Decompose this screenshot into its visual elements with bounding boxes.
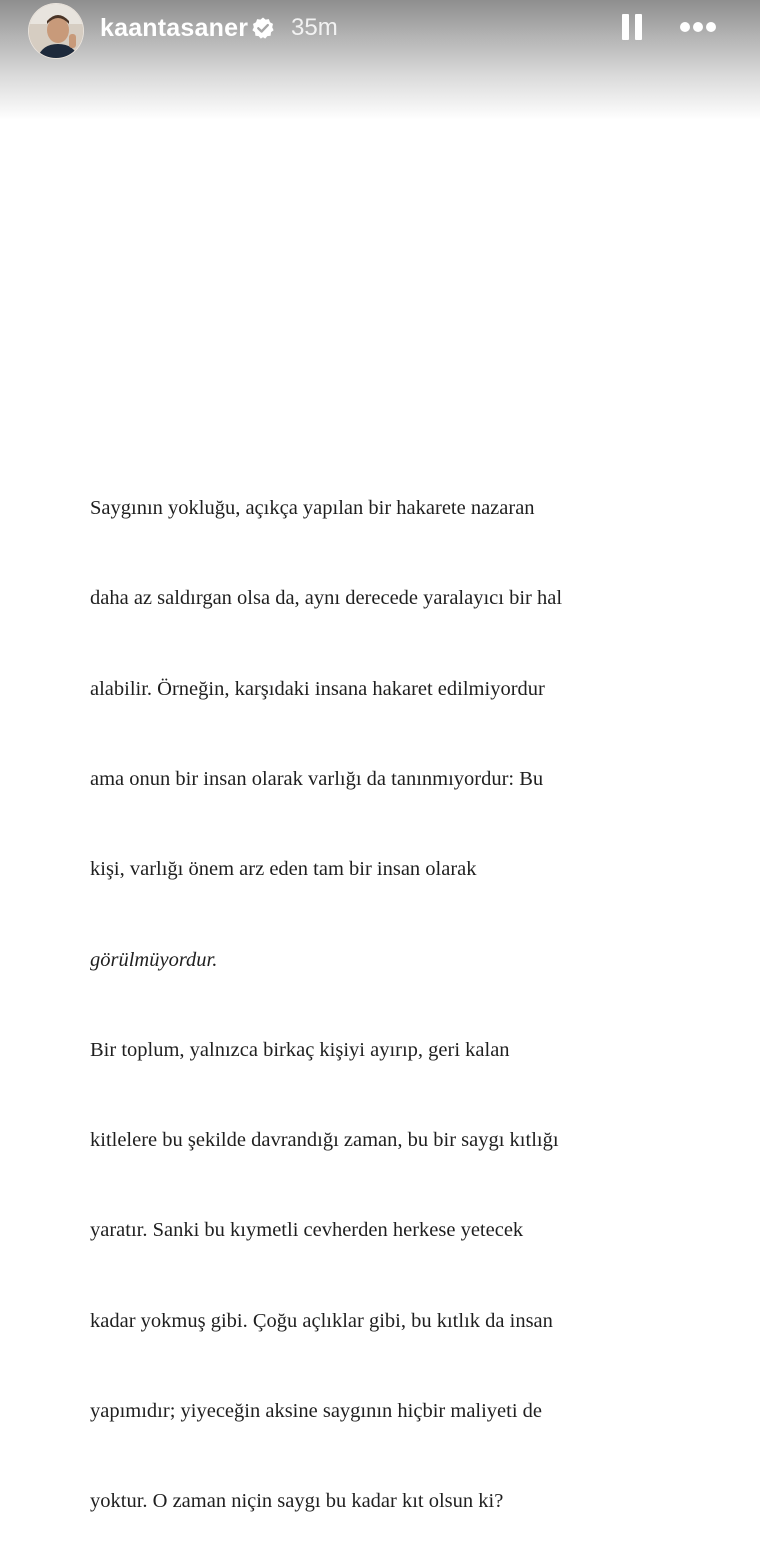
story-line: kadar yokmuş gibi. Çoğu açlıklar gibi, bu kıtlık da insan — [90, 1309, 553, 1332]
story-line: ama onun bir insan olarak varlığı da tanınmıyordur: Bu — [90, 768, 544, 791]
story-line: kitlelere bu şekilde davrandığı zaman, bu bir saygı kıtlığı — [90, 1129, 559, 1152]
story-line: Saygının yokluğu, açıkça yapılan bir hakarete nazaran — [90, 497, 535, 520]
timestamp: 35m — [291, 14, 338, 41]
avatar-image — [29, 4, 84, 59]
story-line-emphasis: görülmüyordur. — [90, 948, 218, 971]
story-text-block — [90, 433, 730, 1546]
more-options-icon[interactable] — [676, 12, 720, 42]
story-line: yaratır. Sanki bu kıymetli cevherden herkese yetecek — [90, 1219, 524, 1242]
pause-bar-left — [622, 14, 629, 40]
story-line: yoktur. O zaman niçin saygı bu kadar kıt olsun ki? — [90, 1490, 504, 1513]
story-line-italic — [90, 945, 730, 975]
more-dot — [706, 22, 716, 32]
story-line: yapımıdır; yiyeceğin aksine saygının hiçbir maliyeti de — [90, 1400, 543, 1422]
story-line: alabilir. Örneğin, karşıdaki insana hakaret edilmiyordur — [90, 677, 545, 700]
pause-bar-right — [635, 14, 642, 40]
verified-badge-icon — [251, 16, 275, 40]
story-line: kişi, varlığı önem arz eden tam bir insan olarak — [90, 858, 477, 881]
story-line: daha az saldırgan olsa da, aynı derecede yaralayıcı bir hal — [90, 587, 563, 610]
story-header — [0, 0, 760, 120]
pause-icon[interactable] — [619, 12, 645, 42]
more-dot — [680, 22, 690, 32]
more-dot — [693, 22, 703, 32]
story-line: Bir toplum, yalnızca birkaç kişiyi ayırıp, geri kalan — [90, 1038, 510, 1061]
username[interactable]: kaantasaner — [100, 14, 249, 42]
avatar[interactable] — [28, 3, 84, 59]
